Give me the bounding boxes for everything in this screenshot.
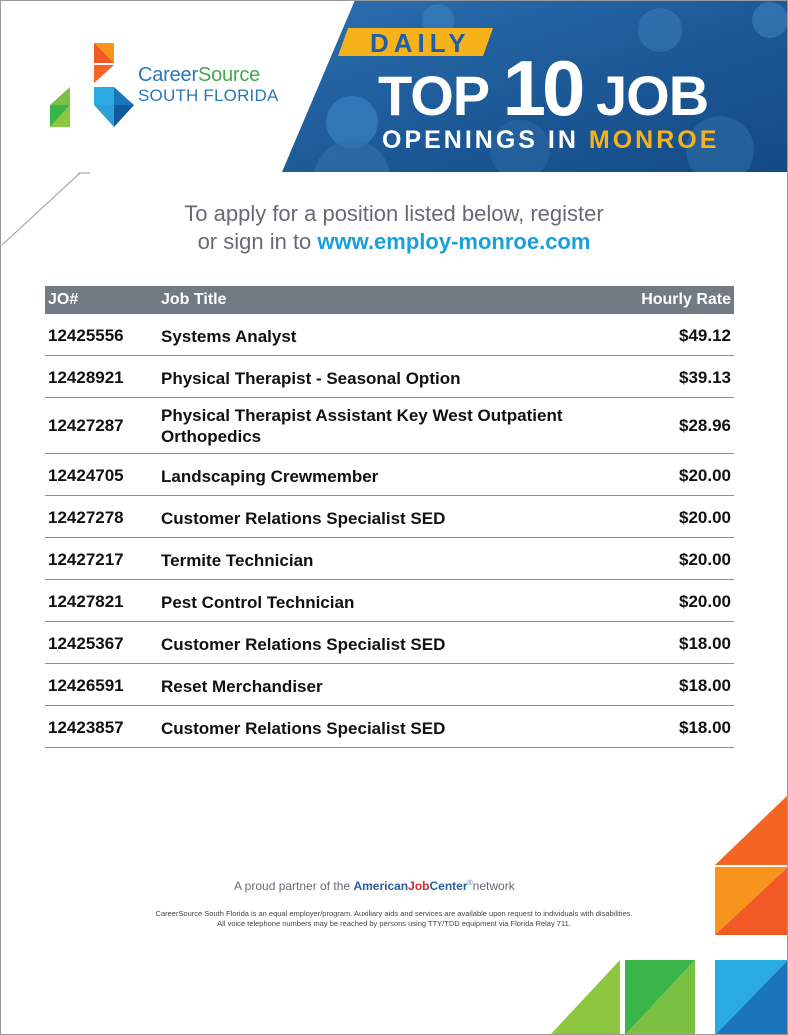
header-job-title: Job Title xyxy=(161,291,227,308)
logo-text xyxy=(138,64,279,106)
banner-openings: OPENINGS IN MONROE xyxy=(382,126,720,154)
job-title: Customer Relations Specialist SED xyxy=(161,719,446,738)
job-order-number: 12424705 xyxy=(48,466,124,485)
job-order-number: 12425556 xyxy=(48,326,124,345)
table-body xyxy=(45,314,734,748)
job-title: Systems Analyst xyxy=(161,327,297,346)
table-row xyxy=(45,398,734,454)
hourly-rate: $18.00 xyxy=(679,634,731,653)
partner-statement: A proud partner of the AmericanJobCenter®network xyxy=(234,879,515,893)
disclaimer: CareerSource South Florida is an equal employer/program. Auxiliary aids and services are available upon request to individuals with disabilities. All voice telephone numbers may be reached by persons using TTY/TDD equipment via Florida Relay 711. xyxy=(155,909,633,928)
table-row xyxy=(45,314,734,356)
job-order-number: 12423857 xyxy=(48,718,124,737)
table-row xyxy=(45,538,734,580)
banner-title xyxy=(378,44,709,132)
hourly-rate: $18.00 xyxy=(679,676,731,695)
table-row xyxy=(45,706,734,748)
hourly-rate: $28.96 xyxy=(679,416,731,435)
table-row xyxy=(45,580,734,622)
decorative-triangles xyxy=(550,795,788,1035)
banner-location: MONROE xyxy=(588,126,720,154)
banner-top: TOP xyxy=(378,64,489,127)
job-order-number: 12427821 xyxy=(48,592,124,611)
logo-name: CareerSource xyxy=(138,64,261,86)
table-row xyxy=(45,664,734,706)
logo-subtitle: SOUTH FLORIDA xyxy=(138,86,279,105)
job-title: Reset Merchandiser xyxy=(161,677,323,696)
hourly-rate: $20.00 xyxy=(679,508,731,527)
hourly-rate: $39.13 xyxy=(679,368,731,387)
intro-line2: or sign in to www.employ-monroe.com xyxy=(197,229,591,254)
job-order-number: 12425367 xyxy=(48,634,124,653)
hourly-rate: $49.12 xyxy=(679,326,731,345)
job-title: Termite Technician xyxy=(161,551,314,570)
job-title: Pest Control Technician xyxy=(161,593,355,612)
job-title: Physical Therapist Assistant Key West Outpatient Orthopedics xyxy=(161,406,563,446)
job-order-number: 12427287 xyxy=(48,416,124,435)
job-title: Landscaping Crewmember xyxy=(161,467,379,486)
header-hourly-rate: Hourly Rate xyxy=(641,291,731,308)
banner-number: 10 xyxy=(502,44,582,132)
banner-job: JOB xyxy=(595,64,709,127)
hourly-rate: $20.00 xyxy=(679,466,731,485)
hourly-rate: $18.00 xyxy=(679,718,731,737)
job-title: Customer Relations Specialist SED xyxy=(161,635,446,654)
employ-monroe-link[interactable]: www.employ-monroe.com xyxy=(317,229,591,254)
table-row xyxy=(45,622,734,664)
job-order-number: 12427217 xyxy=(48,550,124,569)
job-order-number: 12428921 xyxy=(48,368,124,387)
table-header xyxy=(45,286,734,314)
header-jo: JO# xyxy=(48,291,79,308)
job-title: Customer Relations Specialist SED xyxy=(161,509,446,528)
careersource-logo-icon xyxy=(48,43,136,129)
table-row xyxy=(45,496,734,538)
table-row xyxy=(45,454,734,496)
intro-line1: To apply for a position listed below, register xyxy=(184,201,604,226)
banner-daily: DAILY xyxy=(370,28,471,58)
job-order-number: 12427278 xyxy=(48,508,124,527)
hourly-rate: $20.00 xyxy=(679,592,731,611)
table-row xyxy=(45,356,734,398)
apply-instructions xyxy=(0,200,788,256)
job-title: Physical Therapist - Seasonal Option xyxy=(161,369,461,388)
job-openings-table xyxy=(45,286,734,748)
hourly-rate: $20.00 xyxy=(679,550,731,569)
job-order-number: 12426591 xyxy=(48,676,124,695)
american-job-center-logo: AmericanJobCenter® xyxy=(353,879,473,893)
